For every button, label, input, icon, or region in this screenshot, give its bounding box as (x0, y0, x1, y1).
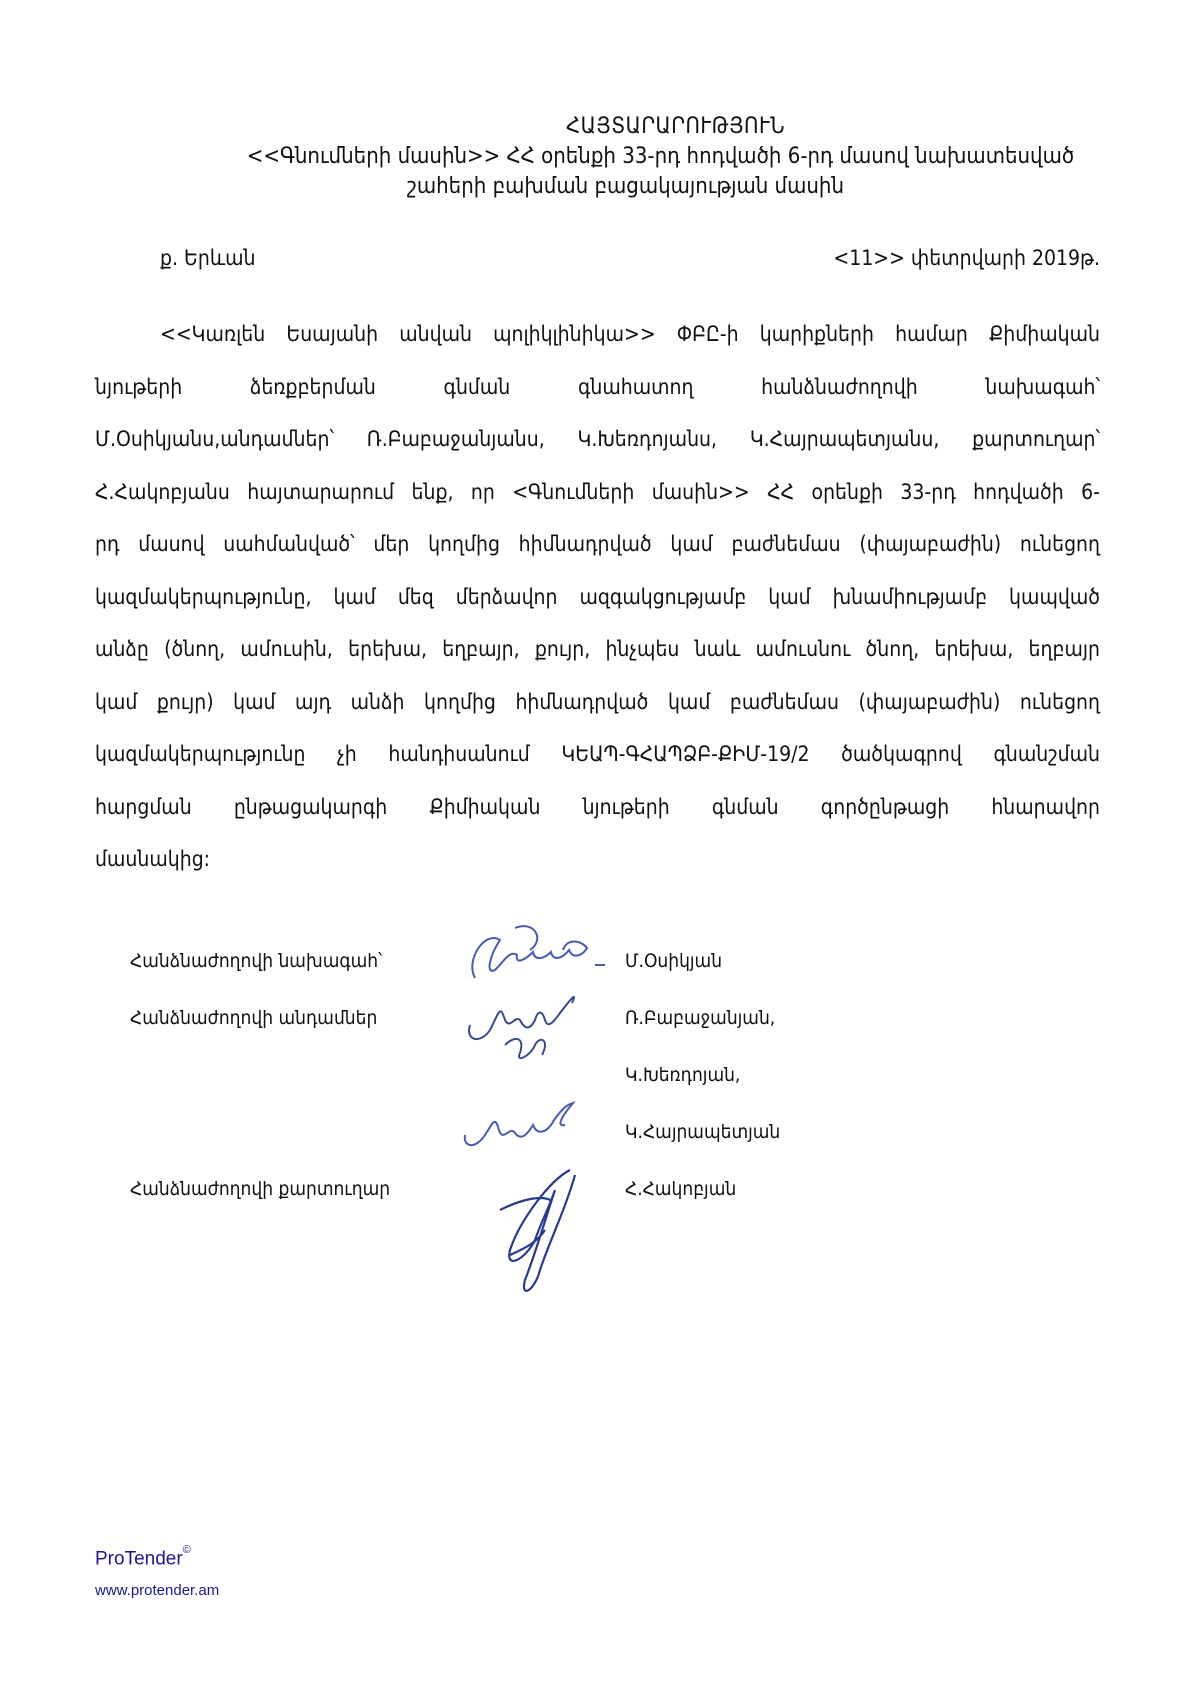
chair-signature-icon (455, 920, 625, 990)
protender-logo (95, 1544, 219, 1570)
body-line: հարցման ընթացակարգի Քիմիական նյութերի գնման գործընթացի հնարավոր (95, 794, 1100, 819)
secretary-name: Հ.Հակոբյան (625, 1178, 737, 1200)
body-line: րդ մասով սահմանված՝ մեր կողմից հիմնադրված կամ բաժնեմաս (փայաբաժին) ունեցող (95, 532, 1100, 556)
document-subtitle-line2: շահերի բախման բացակայության մասին (406, 174, 845, 199)
document-subtitle-line1: <<Գնումների մասին>> ՀՀ օրենքի 33-րդ հոդվածի 6-րդ մասով նախատեսված (246, 144, 1075, 169)
body-line: կազմակերպությունը չի հանդիսանում ԿԵԱՊ-ԳՀԱՊՁԲ-ՔԻՄ-19/2 ծածկագրով գնանշման (95, 742, 1100, 766)
place: ք. Երևան (160, 246, 256, 270)
secretary-label: Հանձնաժողովի քարտուղար (130, 1178, 391, 1200)
member-name: Կ.Հայրապետյան (625, 1121, 781, 1143)
date: <11>> փետրվարի 2019թ. (833, 246, 1100, 270)
body-line: մասնակից: (95, 847, 211, 871)
body-line: Մ.Օսիկյանս,անդամներ՝ Ռ.Բաբաջանյանս, Կ.Խեռդոյանս, Կ.Հայրապետյանս, քարտուղար՝ (95, 427, 1100, 451)
body-paragraph (95, 308, 1100, 886)
footer (95, 1544, 220, 1600)
title-block (0, 112, 1191, 202)
secretary-row (0, 1178, 1191, 1208)
members-label: Հանձնաժողովի անդամներ (130, 1007, 378, 1029)
body-line: Հ.Հակոբյանս հայտարարում ենք, որ <Գնումների մասին>> ՀՀ օրենքի 33-րդ հոդվածի 6- (95, 479, 1100, 504)
document-title: ՀԱՅՏԱՐԱՐՈՒԹՅՈՒՆ (565, 114, 786, 139)
member-name: Ռ.Բաբաջանյան, (625, 1007, 776, 1029)
copyright-icon: © (182, 1544, 191, 1556)
body-line: կամ քույր) կամ այդ անձի կողմից հիմնադրված կամ բաժնեմաս (փայաբաժին) ունեցող (95, 689, 1100, 714)
body-line: <<Կառլեն Եսայանի անվան պոլիկլինիկա>> ՓԲԸ-ի կարիքների համար Քիմիական (160, 322, 1100, 346)
member-row (0, 1064, 1191, 1094)
chair-label: Հանձնաժողովի նախագահ՝ (130, 950, 383, 972)
body-line: անձը (ծնող, ամուսին, երեխա, եղբայր, քույր, ինչպես նաև ամուսնու ծնող, երեխա, եղբայր (95, 637, 1100, 661)
body-line: նյութերի ձեռքբերման գնման գնահատող հանձնաժողովի նախագահ՝ (95, 374, 1100, 399)
footer-url[interactable]: www.protender.am (95, 1582, 220, 1600)
body-line: կազմակերպությունը, կամ մեզ մերձավոր ազգակցությամբ կամ խնամիությամբ կապված (95, 584, 1100, 609)
member-row (0, 1121, 1191, 1151)
member-signature-icon (460, 985, 600, 1065)
brand-name: ProTender (95, 1548, 183, 1570)
member-name: Կ.Խեռդոյան, (625, 1064, 741, 1086)
member-signature-icon (455, 1095, 595, 1155)
chair-name: Մ.Օսիկյան (625, 950, 723, 972)
secretary-signature-icon (480, 1160, 590, 1310)
